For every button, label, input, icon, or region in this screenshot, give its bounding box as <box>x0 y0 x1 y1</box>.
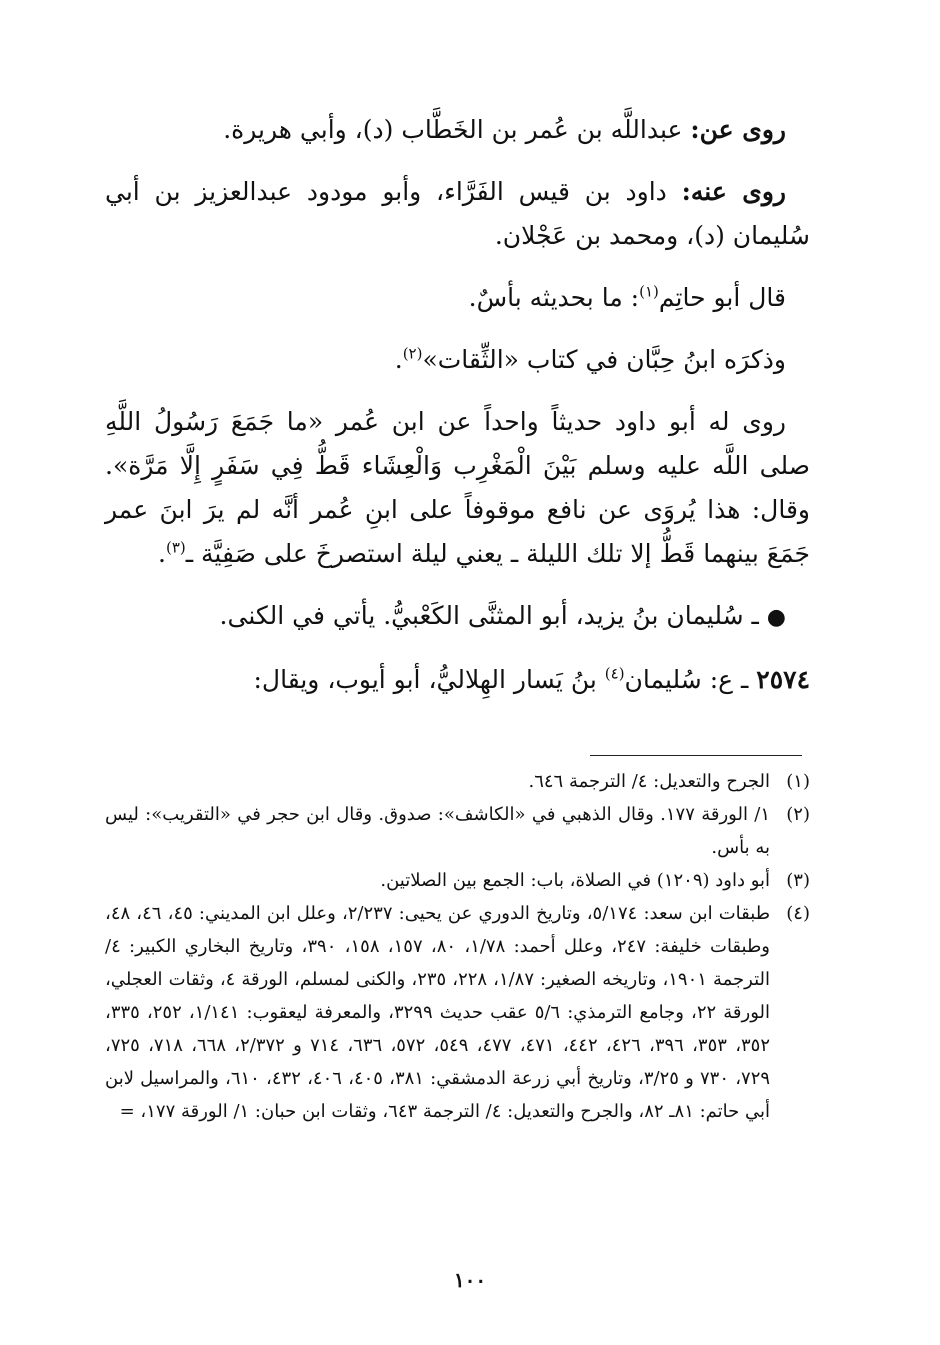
main-text <box>105 108 810 702</box>
ibn-hibban-paragraph <box>105 338 810 382</box>
entry-name: سُليمان <box>624 665 702 694</box>
narrated-by-label: روى عنه: <box>681 177 787 206</box>
ibn-hibban-tail: . <box>394 345 403 374</box>
cross-reference-text: ـ سُليمان بنُ يزيد، أبو المثنَّى الكَعْبيُّ. يأتي في الكنى. <box>219 601 759 630</box>
footnote-number: (٢) <box>786 804 810 825</box>
ibn-hibban-text: وذكرَه ابنُ حِبَّان في كتاب «الثِّقات» <box>422 345 786 374</box>
narrated-from-label: روى عن: <box>690 115 786 144</box>
cross-reference-entry <box>105 594 810 640</box>
abu-hatim-text: قال أبو حاتِم <box>658 283 786 312</box>
footnote-ref-2: (٢) <box>402 344 423 363</box>
footnote-text: ١/ الورقة ١٧٧. وقال الذهبي في «الكاشف»: صدوق. وقال ابن حجر في «التقريب»: ليس به بأس. <box>105 804 771 858</box>
bullet-icon: ● <box>766 605 786 630</box>
footnote-item <box>105 765 810 798</box>
entry-tail: بنُ يَسار الهِلاليُّ، أبو أيوب، ويقال: <box>253 665 597 694</box>
narrated-from-paragraph <box>105 108 810 152</box>
hadith-text: روى له أبو داود حديثاً واحداً عن ابن عُمر «ما جَمَعَ رَسُولُ اللَّهِ صلى اللَّه عليه وسلم بَيْنَ الْمَغْرِب وَالْعِشَاء قَطُّ فِي سَفَرٍ إِلَّا مَرَّة». وقال: هذا يُروَى عن نافع موقوفاً على ابنِ عُمر أنَّه لم يرَ ابنَ عمر جَمَعَ بينهما قَطُّ إلا تلك الليلة ـ يعني ليلة استصرخَ على صَفِيَّة ـ <box>105 407 810 568</box>
footnote-divider <box>590 755 802 756</box>
footnote-text: طبقات ابن سعد: ٥/١٧٤، وتاريخ الدوري عن يحيى: ٢/٢٣٧، وعلل ابن المديني: ٤٥، ٤٦، ٤٨، وطبقات خليفة: ٢٤٧، وعلل أحمد: ١/٧٨، ٨٠، ١٥٧، ١٥٨، ٣٩٠، وتاريخ البخاري الكبير: ٤/ الترجمة ١٩٠١، وتاريخه الصغير: ١/٨٧، ٢٢٨، ٢٣٥، والكنى لمسلم، الورقة ٤، وثقات العجلي، الورقة ٢٢، وجامع الترمذي: ٥/٦ عقب حديث ٣٢٩٩، والمعرفة ليعقوب: ١/١٤١، ٢٥٢، ٣٣٥، ٣٥٢، ٣٥٣، ٣٩٦، ٤٢٦، ٤٤٢، ٤٧١، ٤٧٧، ٥٤٩، ٥٧٢، ٦٣٦، ٧١٤ و ٢/٣٧٢، ٦٦٨، ٧١٨، ٧٢٥، ٧٢٩، ٧٣٠ و ٣/٢٥، وتاريخ أبي زرعة الدمشقي: ٣٨١، ٤٠٥، ٤٠٦، ٤٣٢، ٦١٠، والمراسيل لابن أبي حاتم: ٨١ـ ٨٢، والجرح والتعديل: ٤/ الترجمة ٦٤٣، وثقات ابن حبان: ١/ الورقة ١٧٧، = <box>105 903 771 1122</box>
footnote-text: أبو داود (١٢٠٩) في الصلاة، باب: الجمع بين الصلاتين. <box>380 870 770 891</box>
footnotes <box>105 765 810 1128</box>
footnote-ref-4: (٤) <box>604 664 625 683</box>
biography-entry-heading <box>105 658 810 702</box>
hadith-paragraph <box>105 400 810 576</box>
abu-hatim-paragraph <box>105 276 810 320</box>
footnote-item <box>105 798 810 864</box>
footnote-ref-1: (١) <box>639 282 659 301</box>
abu-hatim-tail: : ما بحديثه بأسٌ. <box>468 283 640 312</box>
footnote-item <box>105 897 810 1128</box>
narrated-by-text: داود بن قيس الفَرَّاء، وأبو مودود عبدالعزيز بن أبي سُليمان (د)، ومحمد بن عَجْلان. <box>105 177 810 250</box>
entry-number: ٢٥٧٤ <box>756 665 810 694</box>
footnote-item <box>105 864 810 897</box>
page-number: ١٠٠ <box>453 1268 487 1292</box>
footnote-number: (٤) <box>786 903 810 924</box>
footnote-number: (٣) <box>786 870 810 891</box>
footnote-ref-3: (٣) <box>165 538 186 557</box>
narrated-from-text: عبداللَّه بن عُمر بن الخَطَّاب (د)، وأبي هريرة. <box>223 115 683 144</box>
hadith-tail: . <box>158 539 166 568</box>
narrated-by-paragraph <box>105 170 810 258</box>
footnote-text: الجرح والتعديل: ٤/ الترجمة ٦٤٦. <box>528 771 770 792</box>
entry-sigla: ـ ع: <box>709 665 749 694</box>
footnote-number: (١) <box>786 771 810 792</box>
